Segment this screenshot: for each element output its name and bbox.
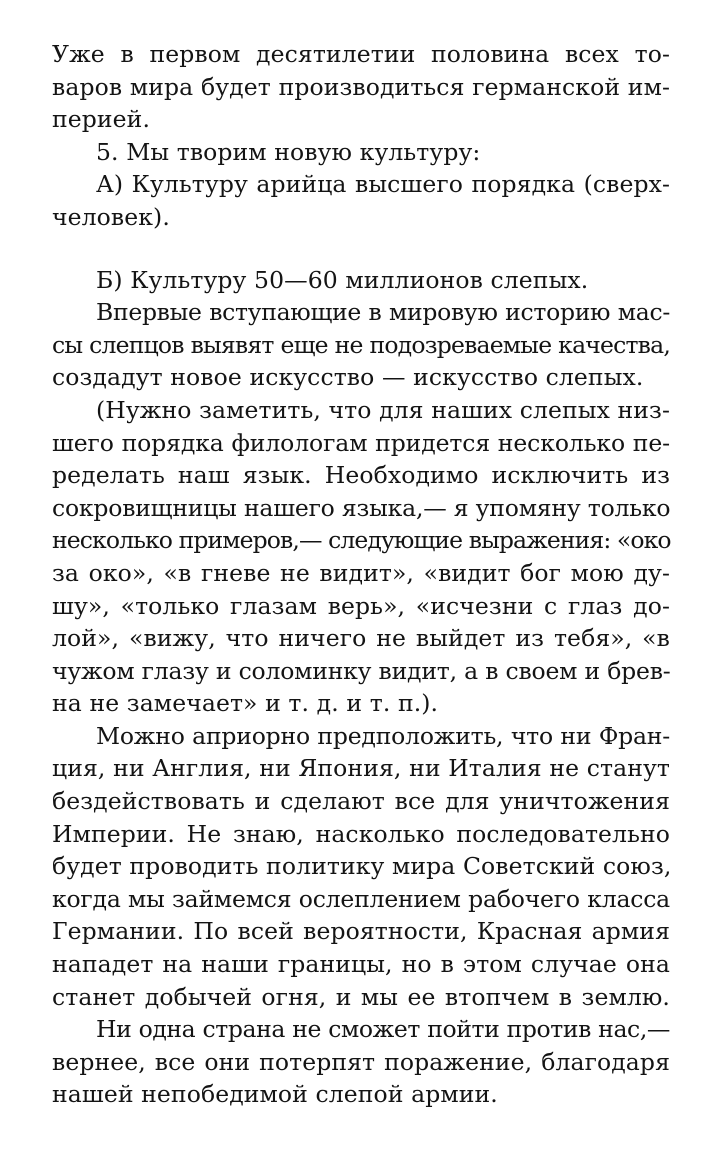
paragraph-5 (52, 296, 670, 394)
text-line: несколько примеров,— следующие выражения: «око (52, 526, 671, 555)
text-line: сокровищницы нашего языка,— я упомяну только (52, 493, 671, 522)
text-line: чужом глазу и соломинку видит, а в своем и брев- (52, 656, 671, 685)
text-line: шу», «только глазам верь», «исчезни с глаз до- (52, 591, 670, 620)
text-line: Империи. Не знаю, насколько последовательно (52, 819, 670, 848)
paragraph-8 (52, 1013, 670, 1111)
text-line: шего порядка филологам придется несколько пе- (52, 428, 670, 457)
text-line: сы слепцов выявят еще не подозреваемые качества, (52, 330, 670, 359)
text-line: Впервые вступающие в мировую историю мас- (96, 298, 670, 327)
paragraph-7 (52, 720, 670, 1013)
text-line: Уже в первом десятилетии половина всех то- (52, 40, 670, 68)
text-line: когда мы займемся ослеплением рабочего класса (52, 884, 670, 913)
paragraph-6 (52, 394, 670, 720)
text-line: на не замечает» и т. д. и т. п.). (52, 689, 439, 718)
text-line: бездействовать и сделают все для уничтожения (52, 787, 670, 816)
paragraph-1 (52, 38, 670, 136)
text-line: за око», «в гневе не видит», «видит бог мою ду- (52, 558, 670, 587)
text-line: Можно априорно предположить, что ни Фран- (96, 721, 670, 750)
text-line: А) Культуру арийца высшего порядка (сверх- (96, 170, 670, 199)
text-line: создадут новое искусство — искусство слепых. (52, 363, 644, 392)
text-line: нашей непобедимой слепой армии. (52, 1080, 498, 1109)
paragraph-2 (52, 136, 670, 169)
text-line: ределать наш язык. Необходимо исключить из (52, 461, 670, 490)
text-line: лой», «вижу, что ничего не выйдет из тебя», «в (52, 624, 670, 653)
paragraph-gap (52, 234, 670, 264)
text-line: (Нужно заметить, что для наших слепых низ- (96, 395, 670, 424)
paragraph-4 (52, 264, 670, 297)
paragraph-3 (52, 168, 670, 233)
document-page (52, 38, 670, 1111)
text-line: перией. (52, 105, 151, 134)
text-line: станет добычей огня, и мы ее втопчем в землю. (52, 982, 670, 1011)
text-line: Германии. По всей вероятности, Красная армия (52, 917, 670, 946)
text-line: ция, ни Англия, ни Япония, ни Италия не станут (52, 754, 670, 783)
text-line: вернее, все они потерпят поражение, благодаря (52, 1047, 670, 1076)
text-line: 5. Мы творим новую культуру: (96, 137, 481, 166)
text-line: человек). (52, 202, 170, 231)
text-line: варов мира будет производиться германской им- (52, 72, 670, 101)
text-line: нападет на наши границы, но в этом случае она (52, 950, 670, 979)
text-line: Ни одна страна не сможет пойти против нас,— (96, 1015, 670, 1044)
text-line: Б) Культуру 50—60 миллионов слепых. (96, 265, 589, 294)
text-line: будет проводить политику мира Советский союз, (52, 852, 672, 881)
